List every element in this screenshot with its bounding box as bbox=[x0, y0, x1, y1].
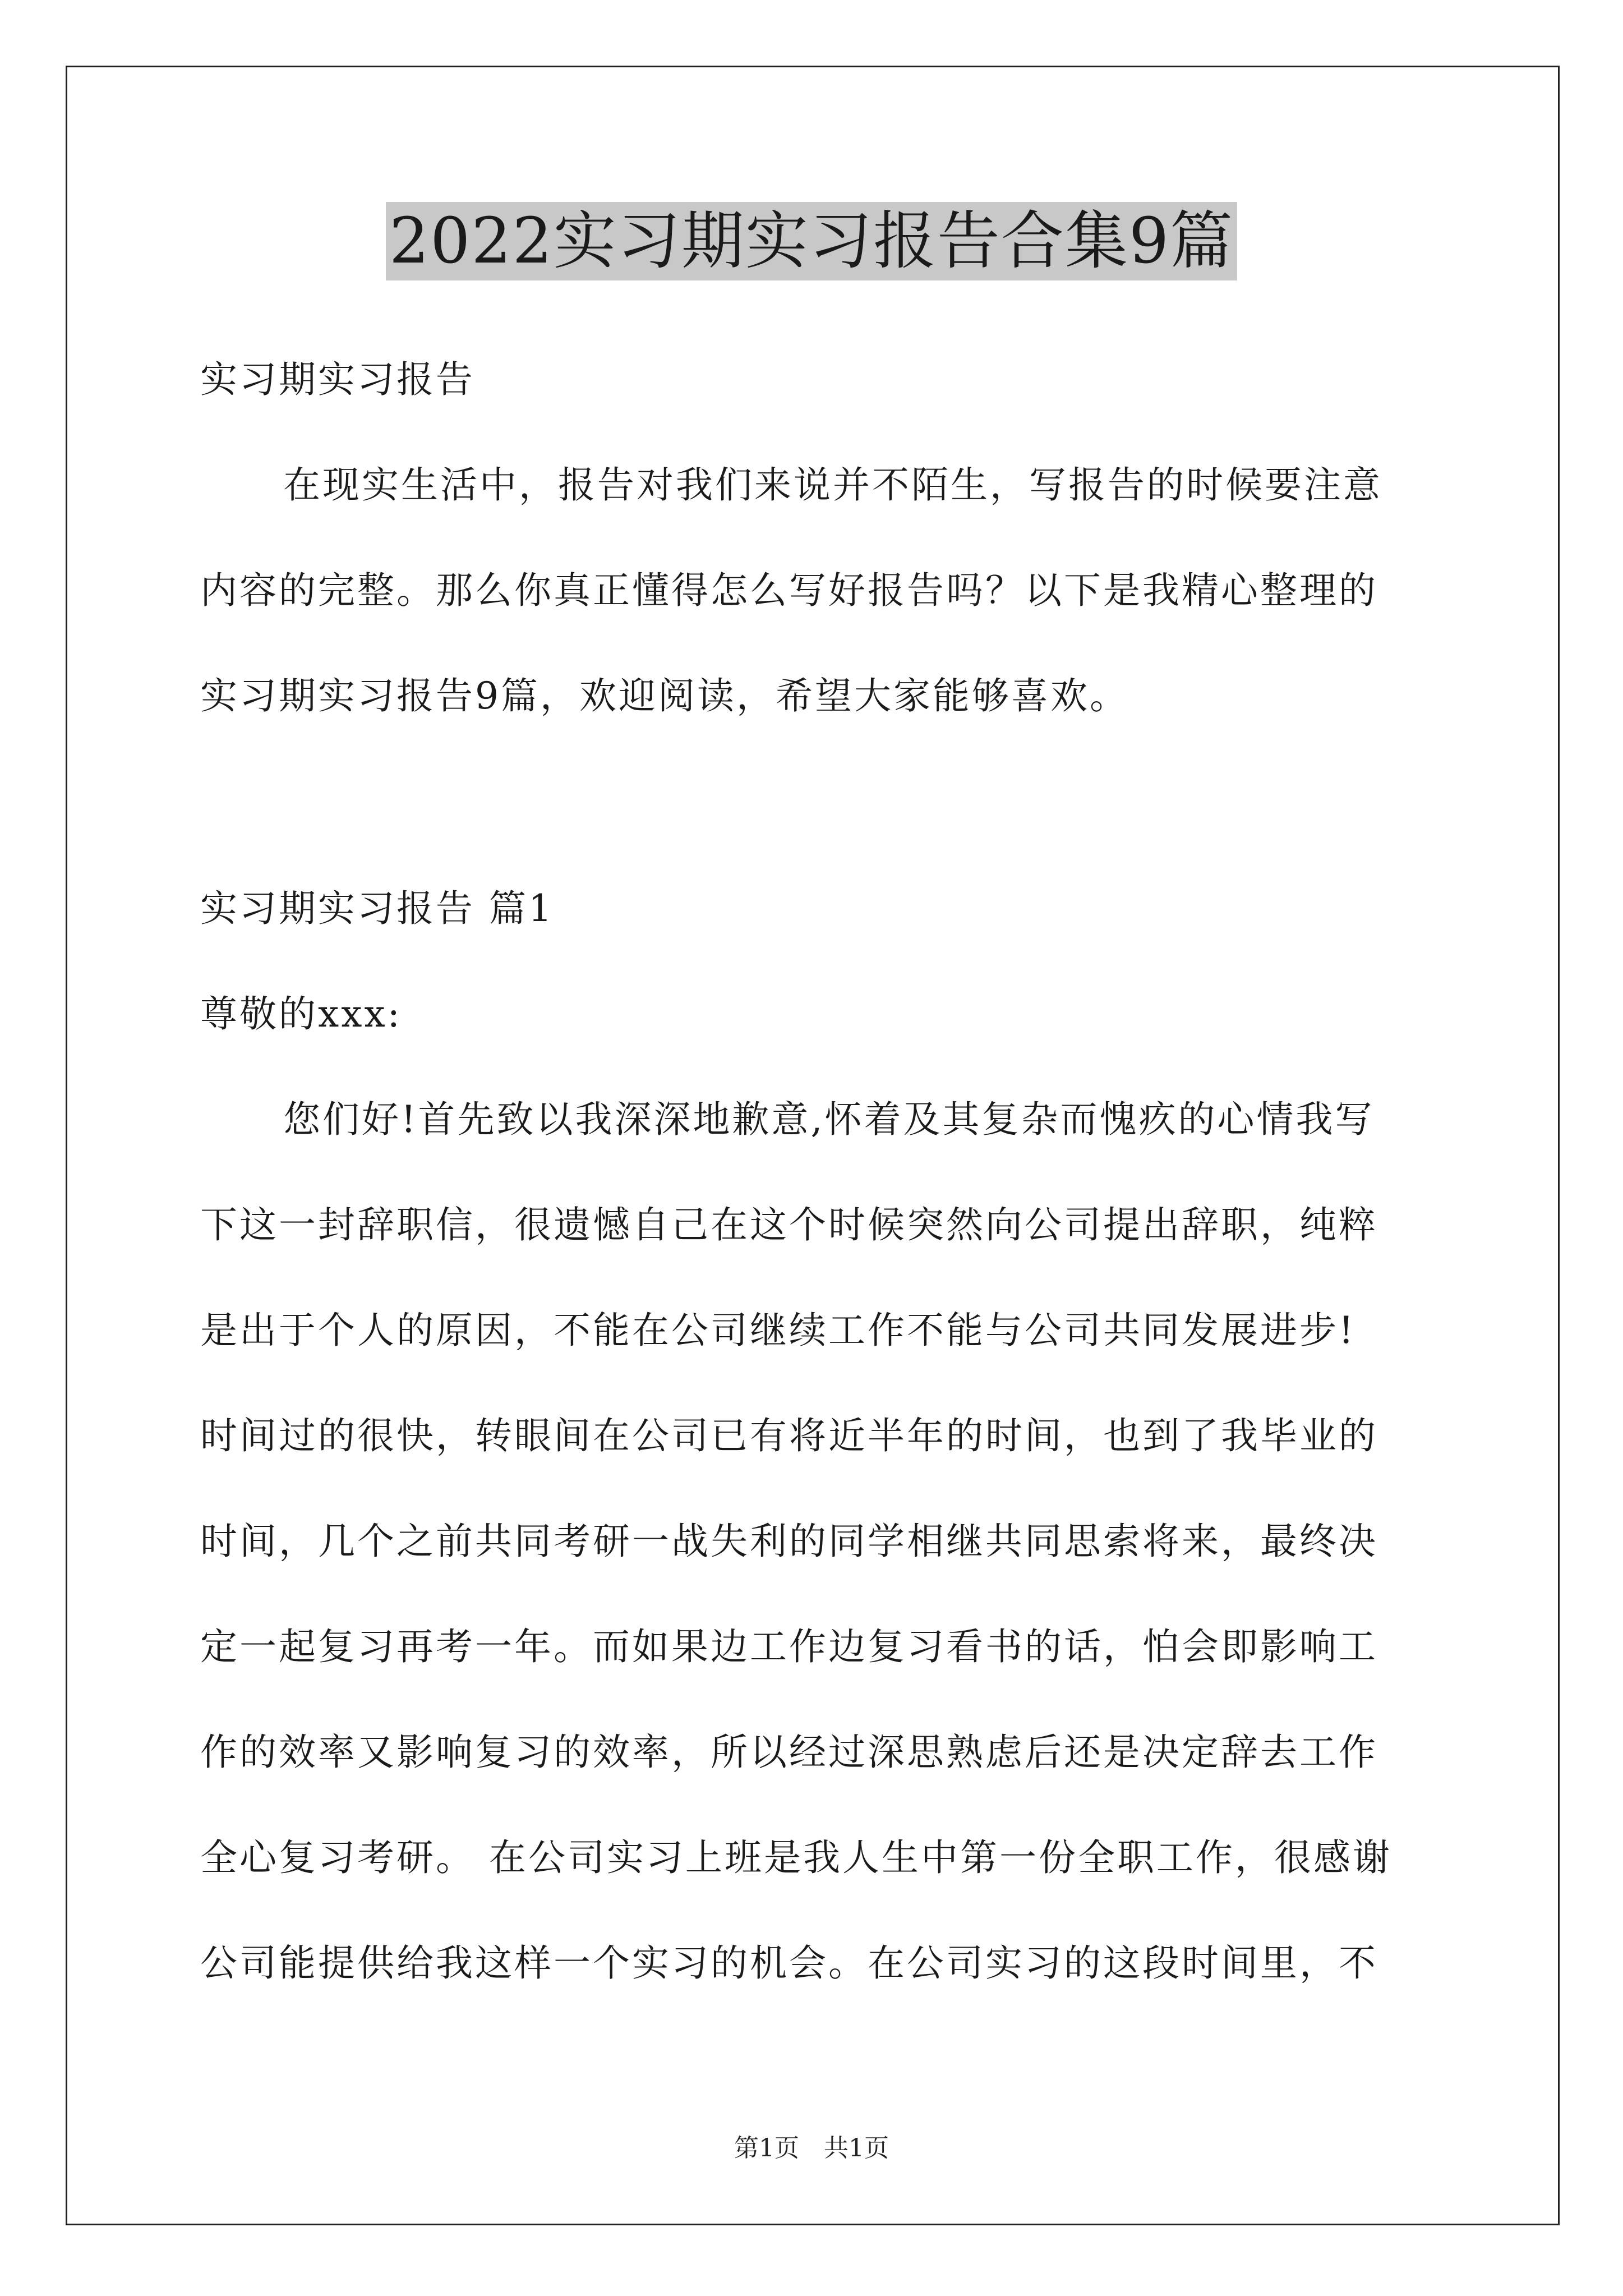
body-line-3: 是出于个人的原因，不能在公司继续工作不能与公司共同发展进步! bbox=[200, 1309, 1356, 1352]
salutation: 尊敬的xxx: bbox=[200, 992, 402, 1036]
body-line-5: 时间，几个之前共同考研一战失利的同学相继共同思索将来，最终决 bbox=[200, 1520, 1378, 1563]
body-line-7: 作的效率又影响复习的效率，所以经过深思熟虑后还是决定辞去工作 bbox=[200, 1731, 1378, 1774]
page-footer: 第1页 共1页 bbox=[734, 2134, 889, 2162]
body-line-9: 公司能提供给我这样一个实习的机会。在公司实习的这段时间里，不 bbox=[200, 1941, 1378, 1985]
body-line-8: 全心复习考研。 在公司实习上班是我人生中第一份全职工作，很感谢 bbox=[200, 1836, 1392, 1879]
body-line-2: 下这一封辞职信，很遗憾自己在这个时候突然向公司提出辞职，纯粹 bbox=[200, 1203, 1378, 1246]
section-heading: 实习期实习报告 篇1 bbox=[200, 887, 554, 930]
document-title-container bbox=[0, 202, 1623, 280]
document-title: 2022实习期实习报告合集9篇 bbox=[386, 202, 1237, 280]
intro-line-2: 内容的完整。那么你真正懂得怎么写好报告吗？以下是我精心整理的 bbox=[200, 569, 1378, 612]
intro-line-1: 在现实生活中，报告对我们来说并不陌生，写报告的时候要注意 bbox=[283, 463, 1382, 507]
body-line-6: 定一起复习再考一年。而如果边工作边复习看书的话，怕会即影响工 bbox=[200, 1625, 1378, 1668]
intro-line-3: 实习期实习报告9篇，欢迎阅读，希望大家能够喜欢。 bbox=[200, 674, 1129, 717]
body-line-4: 时间过的很快，转眼间在公司已有将近半年的时间，也到了我毕业的 bbox=[200, 1414, 1378, 1457]
intro-heading: 实习期实习报告 bbox=[200, 358, 475, 401]
body-line-1: 您们好!首先致以我深深地歉意,怀着及其复杂而愧疚的心情我写 bbox=[283, 1098, 1375, 1141]
